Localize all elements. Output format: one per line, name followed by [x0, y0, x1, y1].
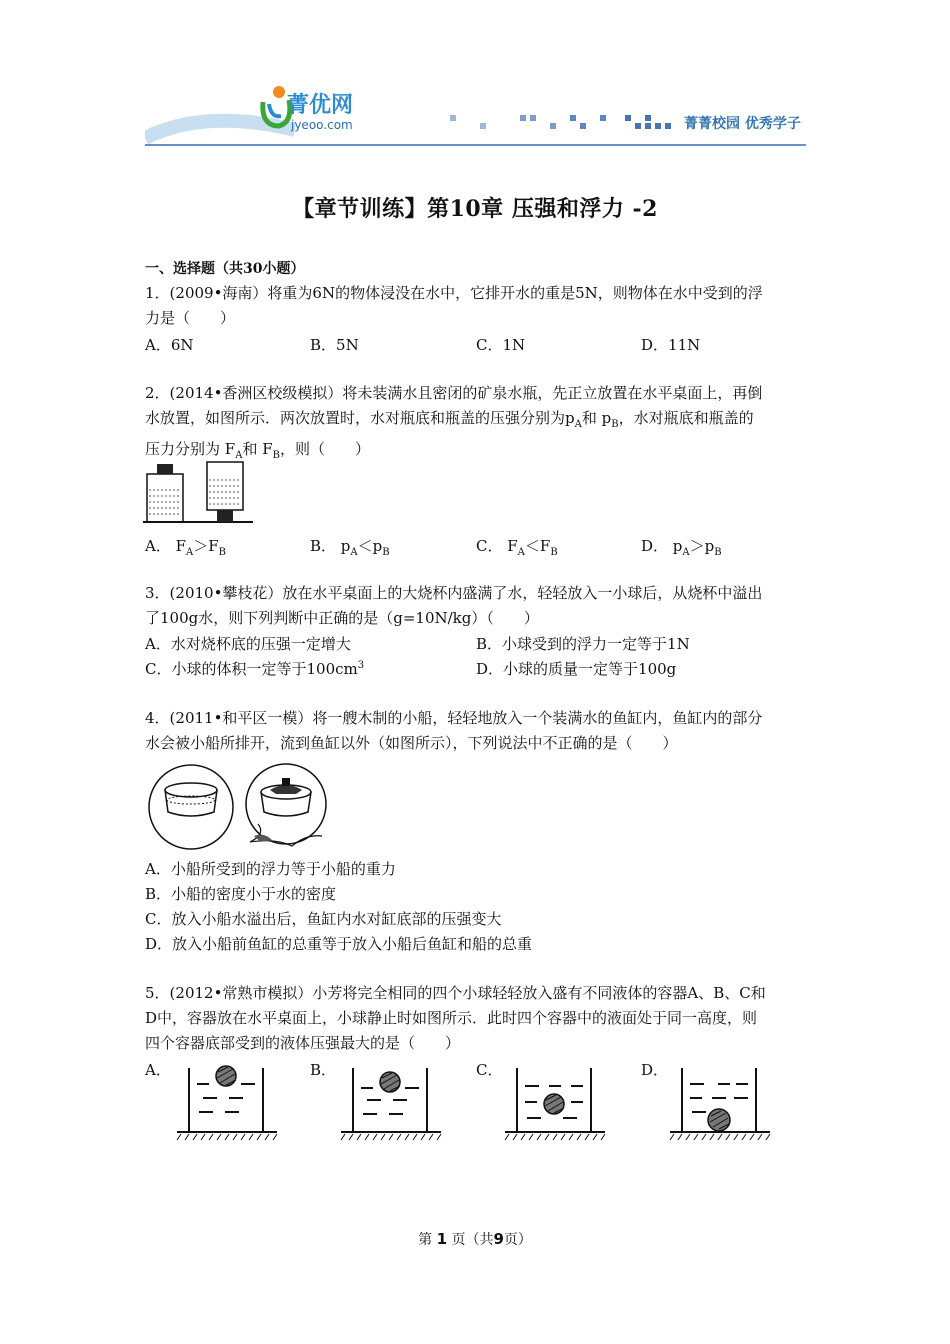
- question-1-line1: 1．(2009•海南）将重为6N的物体浸没在水中，它排开水的重是5N，则物体在水中受到的浮: [145, 284, 763, 302]
- question-1: [145, 281, 815, 331]
- total-pages: 9: [493, 1230, 504, 1248]
- q4-option-d: D．放入小船前鱼缸的总重等于放入小船后鱼缸和船的总重: [145, 935, 533, 953]
- q5-container-a: [175, 1064, 279, 1144]
- question-5-line1: 5．(2012•常熟市模拟）小芳将完全相同的四个小球轻轻放入盛有不同液体的容器A、B、C和: [145, 984, 766, 1002]
- question-3-line1: 3．(2010•攀枝花）放在水平桌面上的大烧杯内盛满了水，轻轻放入一小球后，从烧杯中溢出: [145, 584, 763, 602]
- q4-option-c: C．放入小船水溢出后，鱼缸内水对缸底部的压强变大: [145, 910, 502, 928]
- logo-chinese: 菁优网: [287, 93, 354, 118]
- question-1-line2: 力是（ ）: [145, 309, 236, 327]
- question-5-line2: D中，容器放在水平桌面上，小球静止时如图所示．此时四个容器中的液面处于同一高度，则: [145, 1009, 758, 1027]
- q5-container-c: [503, 1064, 607, 1144]
- q1-option-d: D．11N: [641, 336, 701, 354]
- q5-option-d-label: D．: [641, 1061, 669, 1079]
- q3-option-b: B．小球受到的浮力一定等于1N: [476, 635, 690, 653]
- q2-option-a: A． $F_A>F_B$: [145, 537, 227, 558]
- question-5: [145, 981, 815, 1056]
- q5-option-b-label: B．: [310, 1061, 337, 1079]
- q4-option-a: A．小船所受到的浮力等于小船的重力: [145, 860, 396, 878]
- question-5-line3: 四个容器底部受到的液体压强最大的是（ ）: [145, 1034, 461, 1052]
- question-3-line2: 了100g水，则下列判断中正确的是（g=10N/kg）（ ）: [145, 609, 539, 627]
- q3-option-d: D．小球的质量一定等于100g: [476, 660, 677, 678]
- section-heading: 一、选择题（共30小题）: [145, 261, 305, 277]
- question-4-line2: 水会被小船所排开，流到鱼缸以外（如图所示），下列说法中不正确的是（ ）: [145, 734, 678, 752]
- q5-option-c-label: C．: [476, 1061, 503, 1079]
- current-page: 1: [436, 1230, 447, 1248]
- question-2-line1: 2．(2014•香洲区校级模拟）将未装满水且密闭的矿泉水瓶，先正立放置在水平桌面上，再倒: [145, 384, 763, 402]
- question-3: [145, 581, 815, 631]
- question-2-line3: 压力分别为 $F_A$和 $F_B$，则（ ）: [145, 440, 370, 461]
- header-slogan: 菁菁校园 优秀学子: [684, 116, 801, 132]
- q3-option-c: C．小球的体积一定等于$100cm^3$: [145, 660, 365, 678]
- header-divider: [145, 144, 806, 146]
- q2-option-d: D． $p_A>p_B$: [641, 537, 722, 558]
- q1-option-c: C．1N: [476, 336, 526, 354]
- q5-container-b: [339, 1064, 443, 1144]
- q1-option-a: A．6N: [145, 336, 194, 354]
- q2-option-c: C． $F_A<F_B$: [476, 537, 558, 558]
- question-2-line2: 水放置，如图所示．两次放置时，水对瓶底和瓶盖的压强分别为$p_A$和 $p_B$，水对瓶底和瓶盖的: [145, 409, 754, 430]
- jyeoo-logo: [245, 80, 395, 140]
- header-dots-decoration: [440, 113, 680, 133]
- q5-container-d: [668, 1064, 772, 1144]
- question-4: [145, 706, 815, 756]
- question-4-line1: 4．(2011•和平区一模）将一艘木制的小船，轻轻地放入一个装满水的鱼缸内，鱼缸内的部分: [145, 709, 763, 727]
- logo-domain: jyeoo.com: [291, 118, 353, 132]
- q3-option-a: A．水对烧杯底的压强一定增大: [145, 635, 351, 653]
- q1-option-b: B．5N: [310, 336, 359, 354]
- q5-option-a-label: A．: [145, 1061, 171, 1079]
- page-title: 【章节训练】第10章 压强和浮力 -2: [292, 196, 658, 222]
- bottles-figure: [143, 460, 253, 524]
- question-2: [145, 381, 815, 468]
- page-footer: 第 1 页（共9页）: [418, 1230, 532, 1248]
- fishtank-figure: [146, 762, 336, 852]
- q2-option-b: B． $p_A<p_B$: [310, 537, 390, 558]
- q4-option-b: B．小船的密度小于水的密度: [145, 885, 337, 903]
